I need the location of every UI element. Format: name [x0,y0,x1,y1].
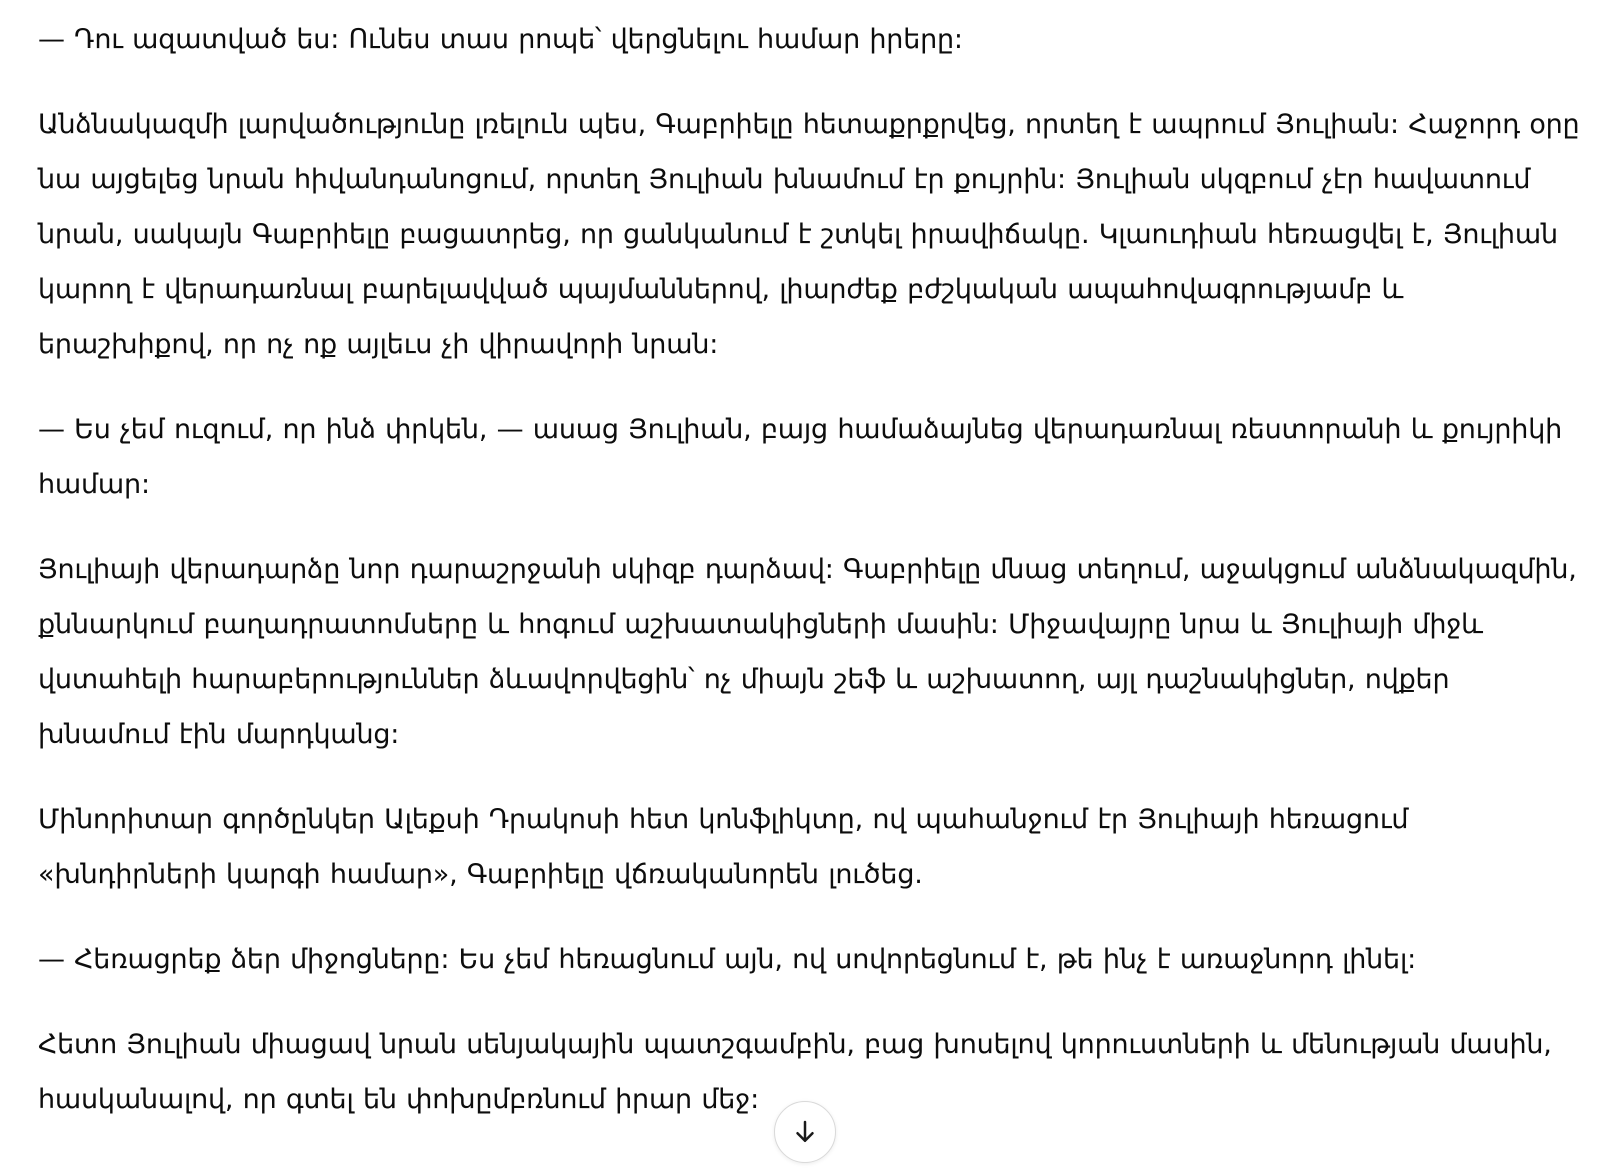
paragraph: — Ես չեմ ուզում, որ ինձ փրկեն, — ասաց Յուլիան, բայց համաձայնեց վերադառնալ ռեստորանի և քույրիկի համար: [38,414,1563,500]
arrow-down-icon [790,1117,820,1147]
paragraph: Մինորիտար գործընկեր Ալեքսի Դրակոսի հետ կոնֆլիկտը, ով պահանջում էր Յուլիայի հեռացում «խնդիրների կարգի համար», Գաբրիելը վճռականորեն լուծեց. [38,804,1409,890]
paragraph: — Դու ազատված ես: Ունես տաս րոպե՝ վերցնելու համար իրերը: [38,24,963,55]
document-body [38,12,1583,1157]
scroll-to-bottom-button[interactable] [774,1101,836,1163]
paragraph: — Հեռացրեք ձեր միջոցները: Ես չեմ հեռացնում այն, ով սովորեցնում է, թե ինչ է առաջնորդ լինել: [38,944,1416,975]
paragraph: Յուլիայի վերադարձը նոր դարաշրջանի սկիզբ դարձավ: Գաբրիելը մնաց տեղում, աջակցում անձնակազմին, քննարկում բաղադրատոմսերը և հոգում աշխատակիցների մասին: Միջավայրը նրա և Յուլիայի միջև վստահելի հարաբերություններ ձևավորվեցին՝ ոչ միայն շեֆ և աշխատող, այլ դաշնակիցներ, ովքեր խնամում էին մարդկանց: [38,554,1577,750]
paragraph: Անձնակազմի լարվածությունը լռելուն պես, Գաբրիելը հետաքրքրվեց, որտեղ է ապրում Յուլիան: Հաջորդ օրը նա այցելեց նրան հիվանդանոցում, որտեղ Յուլիան խնամում էր քույրին: Յուլիան սկզբում չէր հավատում նրան, սակայն Գաբրիելը բացատրեց, որ ցանկանում է շտկել իրավիճակը. Կլաուդիան հեռացվել է, Յուլիան կարող է վերադառնալ բարելավված պայմաններով, լիարժեք բժշկական ապահովագրությամբ և երաշխիքով, որ ոչ ոք այլեւս չի վիրավորի նրան: [38,109,1580,360]
paragraph: Հետո Յուլիան միացավ նրան սենյակային պատշգամբին, բաց խոսելով կորուստների և մենության մասին, հասկանալով, որ գտել են փոխըմբռնում իրար մեջ: [38,1029,1552,1115]
